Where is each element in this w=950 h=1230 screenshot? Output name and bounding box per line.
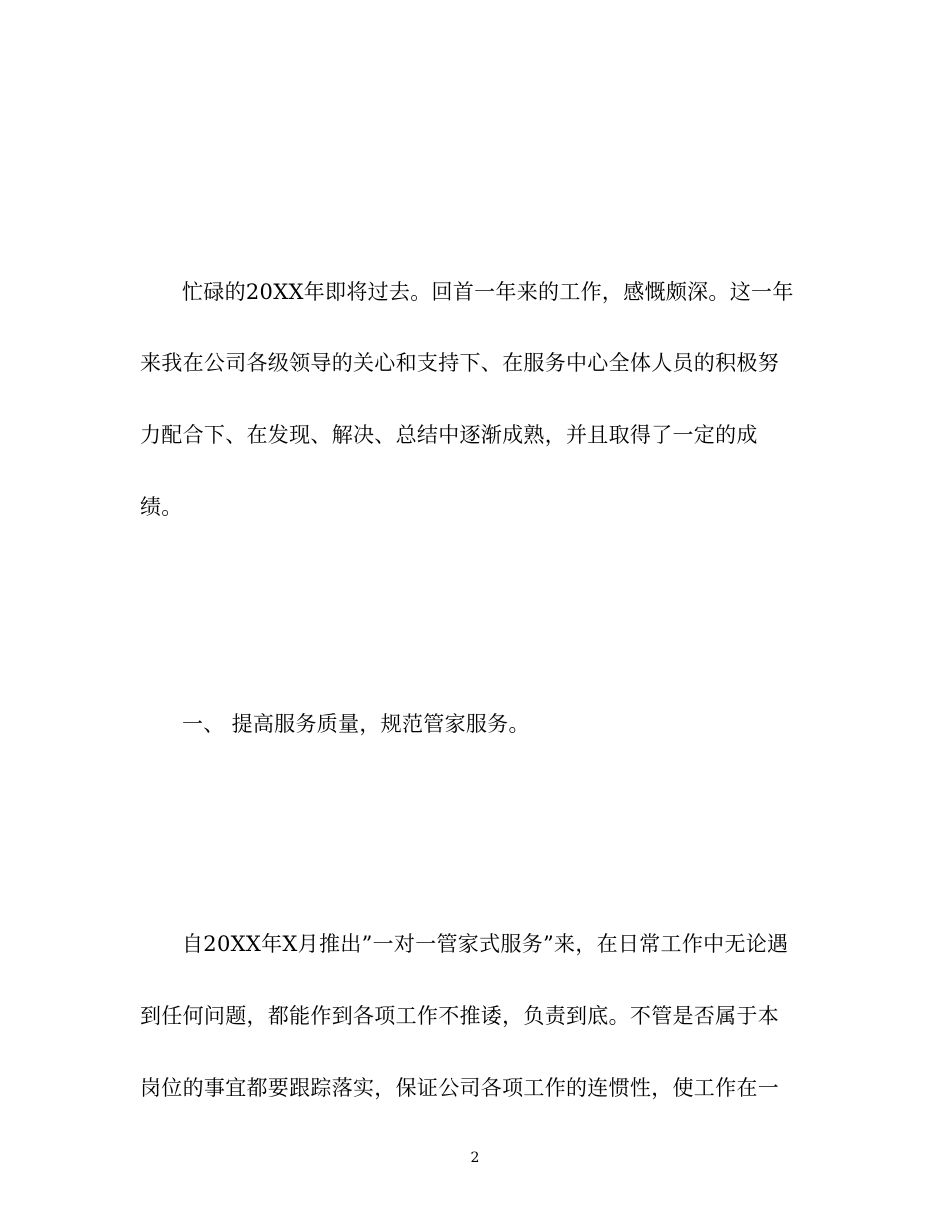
page-number: 2 <box>470 1150 480 1166</box>
paragraph-1-line-1: 忙碌的20XX年即将过去。回首一年来的工作，感慨颇深。这一年 <box>182 280 794 304</box>
paragraph-1-line-4: 绩。 <box>140 495 183 519</box>
paragraph-2-line-2: 到任何问题，都能作到各项工作不推诿，负责到底。不管是否属于本 <box>140 1004 779 1028</box>
paragraph-2-line-1: 自20XX年X月推出”一对一管家式服务”来，在日常工作中无论遇 <box>182 932 789 956</box>
paragraph-1-line-2: 来我在公司各级领导的关心和支持下、在服务中心全体人员的积极努 <box>140 351 779 375</box>
paragraph-1-line-3: 力配合下、在发现、解决、总结中逐渐成熟，并且取得了一定的成 <box>140 423 758 447</box>
paragraph-2-line-3: 岗位的事宜都要跟踪落实，保证公司各项工作的连惯性，使工作在一 <box>140 1076 779 1100</box>
section-heading: 一、 提高服务质量，规范管家服务。 <box>182 712 530 736</box>
